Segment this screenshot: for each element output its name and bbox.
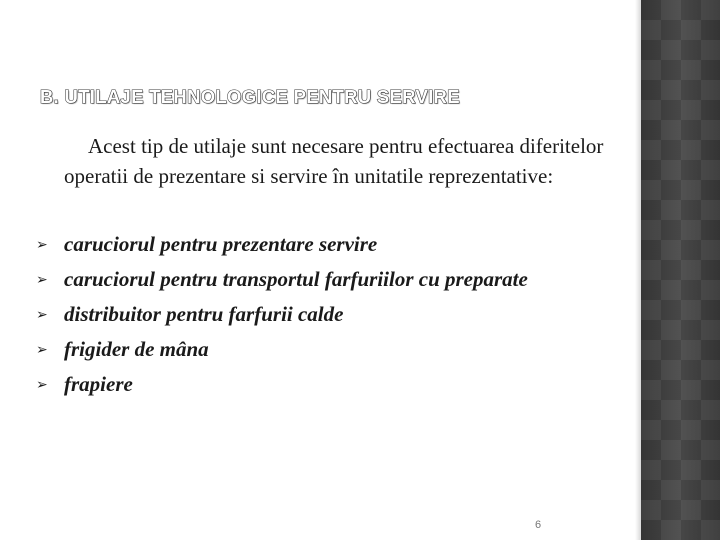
list-item <box>36 227 626 262</box>
list-item-text: frapiere <box>64 372 133 396</box>
arrow-bullet-icon: ➢ <box>36 341 48 358</box>
list-item-text: caruciorul pentru prezentare servire <box>64 232 378 256</box>
list-item-text: distribuitor pentru farfurii calde <box>64 302 344 326</box>
arrow-bullet-icon: ➢ <box>36 376 48 393</box>
list-item <box>36 367 626 402</box>
arrow-bullet-icon: ➢ <box>36 271 48 288</box>
list-item <box>36 262 626 297</box>
list-item-text: frigider de mâna <box>64 337 209 361</box>
list-item <box>36 297 626 332</box>
slide-title: B. UTILAJE TEHNOLOGICE PENTRU SERVIRE <box>40 86 460 107</box>
decorative-side-panel <box>641 0 720 540</box>
list-item-text: caruciorul pentru transportul farfuriilor cu preparate <box>64 267 528 291</box>
list-item <box>36 332 626 367</box>
arrow-bullet-icon: ➢ <box>36 306 48 323</box>
page-number: 6 <box>534 519 542 531</box>
equipment-list <box>36 227 626 402</box>
intro-paragraph: Acest tip de utilaje sunt necesare pentru efectuarea diferitelor operatii de prezentare si servire în unitatile reprezentative: <box>64 134 604 188</box>
arrow-bullet-icon: ➢ <box>36 236 48 253</box>
